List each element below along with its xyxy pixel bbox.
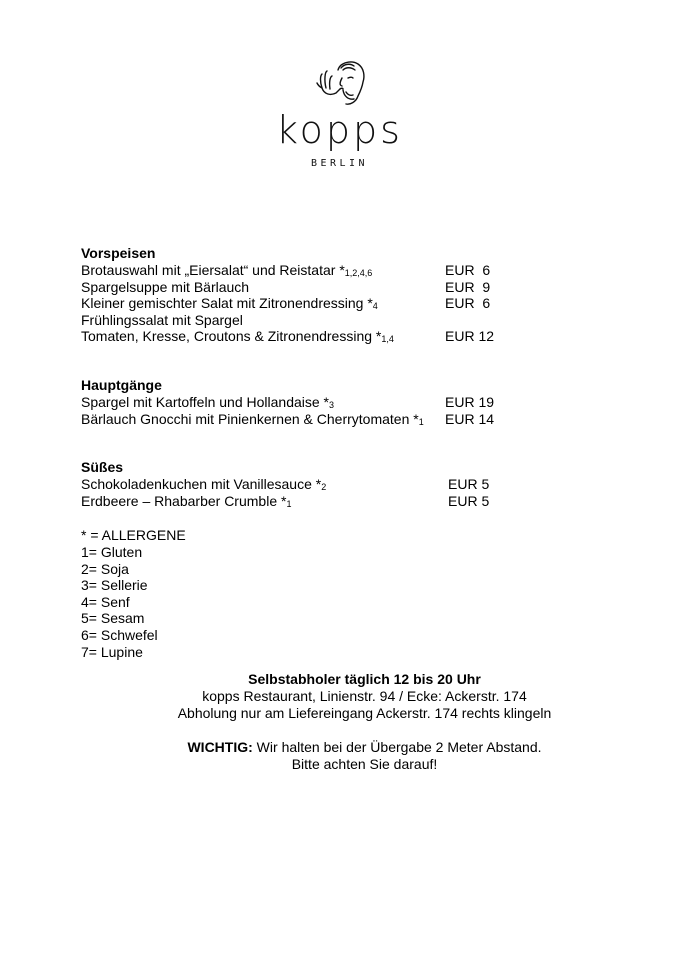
chef-face-kiss-icon [308, 58, 372, 108]
item-allergens: 1 [286, 498, 292, 509]
important-text: Wir halten bei der Übergabe 2 Meter Abstand. [252, 739, 542, 755]
item-name: Kleiner gemischter Salat mit Zitronendressing * [81, 295, 373, 312]
menu-item [81, 262, 601, 279]
item-name: Brotauswahl mit „Eiersalat“ und Reistatar * [81, 262, 345, 278]
menu-item [81, 279, 601, 296]
item-allergens: 3 [329, 399, 335, 410]
item-price: EUR 9 [445, 278, 491, 295]
logo [0, 58, 679, 169]
menu-item [81, 411, 601, 428]
allergen-item: 3= Sellerie [81, 577, 148, 594]
item-name: Spargel mit Kartoffeln und Hollandaise * [81, 393, 330, 410]
item-price: EUR 6 [445, 295, 491, 312]
allergen-item: 2= Soja [81, 560, 129, 577]
menu [81, 245, 601, 660]
item-allergens: 4 [372, 301, 378, 312]
item-name: Spargelsuppe mit Bärlauch [81, 278, 250, 295]
menu-item [81, 312, 601, 329]
pickup-info [0, 671, 679, 773]
brand-name: kopps [276, 108, 403, 152]
section-vorspeisen [81, 245, 601, 345]
allergen-heading: * = ALLERGENE [81, 527, 186, 544]
item-name: Frühlingssalat mit Spargel [81, 311, 243, 328]
allergen-item: 6= Schwefel [81, 626, 158, 643]
item-allergens: 1,4 [381, 334, 394, 345]
item-price: EUR 6 [445, 262, 491, 278]
menu-item [81, 394, 601, 411]
spacer [81, 509, 601, 527]
item-price: EUR 5 [448, 476, 490, 493]
spacer [0, 722, 679, 739]
item-name: Tomaten, Kresse, Croutons & Zitronendressing * [81, 328, 382, 345]
menu-item [81, 476, 601, 493]
item-name: Schokoladenkuchen mit Vanillesauce * [81, 476, 322, 493]
pickup-note: Abholung nur am Liefereingang Ackerstr. 174 rechts klingeln [177, 705, 552, 721]
section-title: Süßes [81, 459, 124, 476]
section-hauptgaenge [81, 377, 601, 427]
menu-item [81, 328, 601, 345]
menu-item [81, 295, 601, 312]
menu-item [81, 493, 601, 510]
allergen-item: 1= Gluten [81, 543, 143, 560]
item-allergens: 2 [321, 482, 327, 493]
item-name: Bärlauch Gnocchi mit Pinienkernen & Cherrytomaten * [81, 410, 419, 427]
address: kopps Restaurant, Linienstr. 94 / Ecke: Ackerstr. 174 [202, 688, 527, 704]
item-allergens: 1 [418, 416, 424, 427]
item-price: EUR 14 [445, 410, 495, 427]
allergen-item: 5= Sesam [81, 610, 145, 627]
section-suesses [81, 459, 601, 509]
spacer [81, 427, 601, 459]
section-title: Vorspeisen [81, 245, 156, 261]
allergen-item: 7= Lupine [81, 643, 143, 660]
allergen-legend [81, 527, 601, 660]
important-notice [50, 739, 679, 756]
brand-city: BERLIN [310, 158, 369, 169]
spacer [81, 345, 601, 377]
item-price: EUR 19 [445, 393, 495, 410]
section-title: Hauptgänge [81, 376, 162, 393]
closing-note: Bitte achten Sie darauf! [291, 756, 438, 772]
item-allergens: 1,2,4,6 [344, 268, 373, 278]
item-price: EUR 12 [445, 328, 495, 345]
pickup-title: Selbstabholer täglich 12 bis 20 Uhr [248, 671, 481, 687]
allergen-item: 4= Senf [81, 593, 130, 610]
item-name: Erdbeere – Rhabarber Crumble * [81, 492, 287, 509]
important-label: WICHTIG: [187, 739, 253, 755]
item-price: EUR 5 [448, 492, 490, 509]
